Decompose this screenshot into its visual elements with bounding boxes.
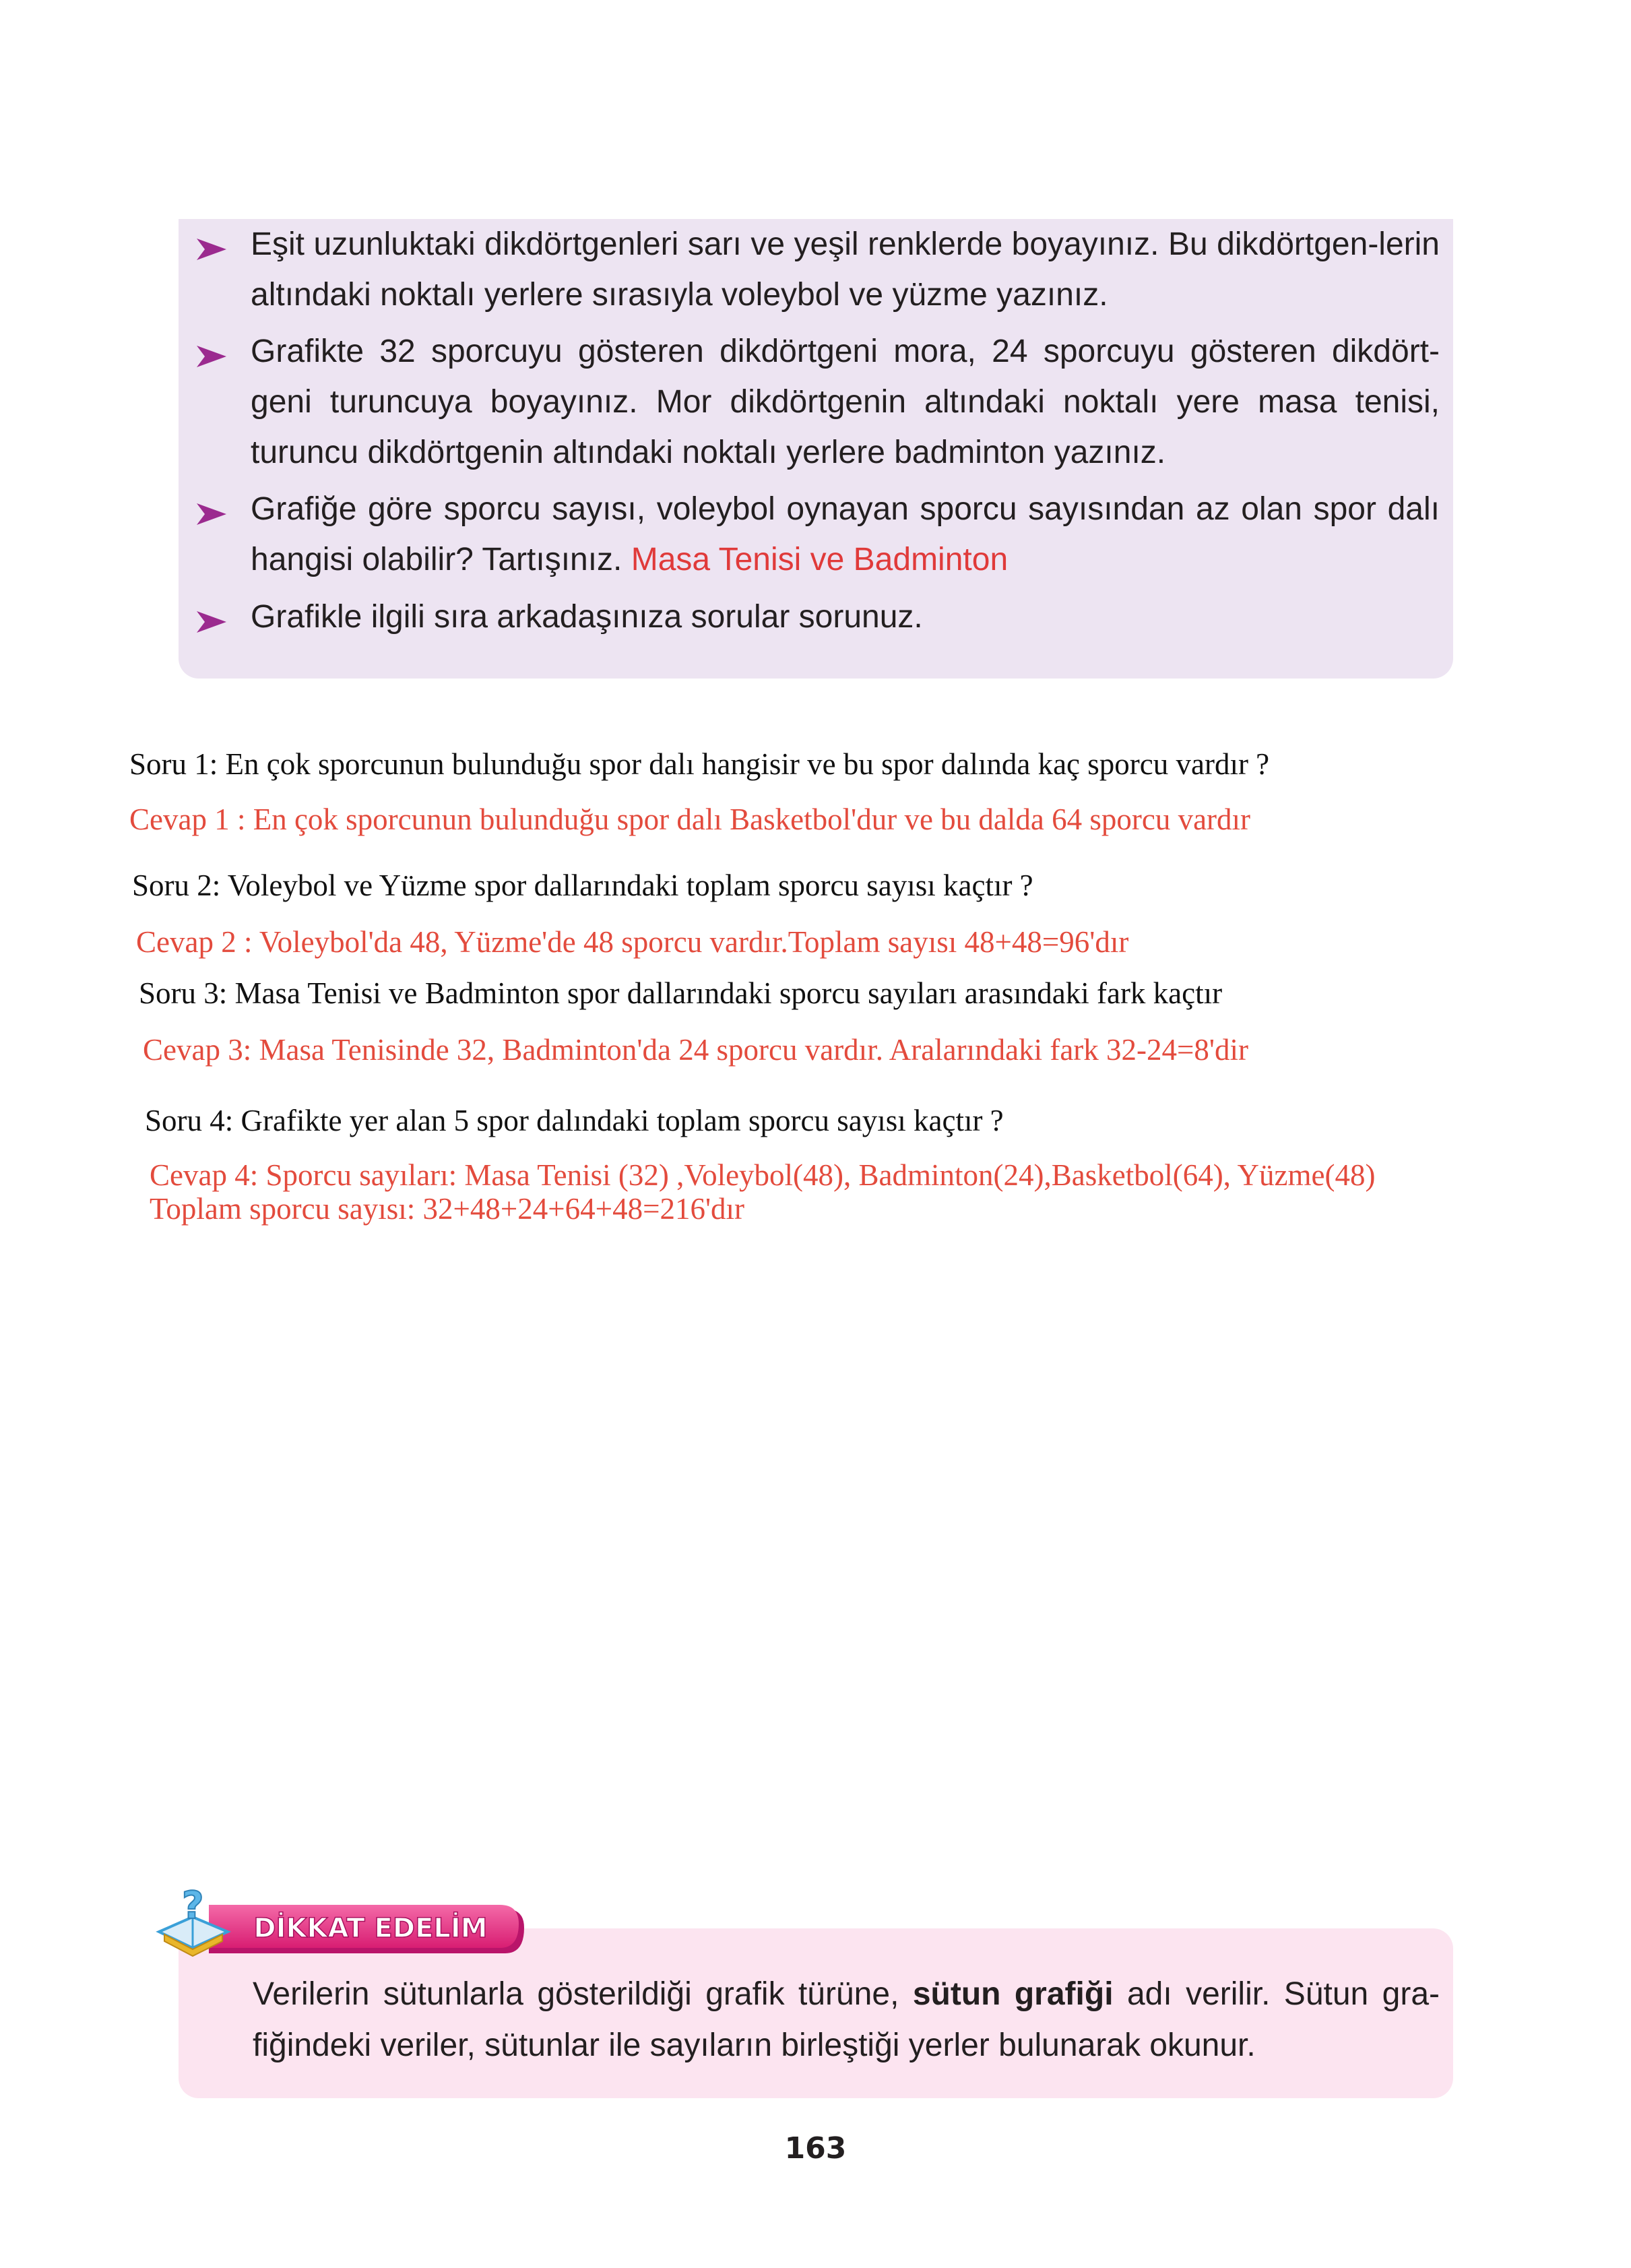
svg-text:?: ? [182,1884,204,1928]
arrow-bullet-icon [195,501,228,528]
note-text-bold: sütun grafiği [912,1976,1114,2012]
note-text-before: Verilerin sütunlarla gösterildiği grafik türüne, [253,1976,899,2012]
instructions-box [179,219,1453,679]
arrow-bullet-icon [195,343,228,370]
note-text [253,1969,1440,2071]
instruction-answer: Masa Tenisi ve Badminton [631,542,1009,577]
note-text-after: adı verilir. Sütun gra-fiğindeki veriler, sütunlar ile sayıların birleştiği yerler bulunarak okunur. [253,1976,1440,2063]
answer-1: Cevap 1 : En çok sporcunun bulunduğu spor dalı Basketbol'dur ve bu dalda 64 sporcu vardır [129,802,1251,836]
answer-4-line-2: Toplam sporcu sayısı: 32+48+24+64+48=216'dır [150,1192,745,1226]
badge-label: DİKKAT EDELİM [253,1913,488,1944]
question-3: Soru 3: Masa Tenisi ve Badminton spor dallarındaki sporcu sayıları arasındaki fark kaçtır [139,976,1223,1010]
question-mark-icon [182,1884,203,1928]
question-2: Soru 2: Voleybol ve Yüzme spor dallarındaki toplam sporcu sayısı kaçtır ? [132,869,1033,902]
page-number: 163 [784,2131,847,2166]
arrow-bullet-icon [195,236,228,263]
instruction-text: Eşit uzunluktaki dikdörtgenleri sarı ve yeşil renklerde boyayınız. Bu dikdörtgen-lerin altındaki noktalı yerlere sırasıyla voleybol ve yüzme yazınız. [251,226,1440,313]
arrow-bullet-icon [195,608,228,635]
instruction-question: Grafiğe göre sporcu sayısı, voleybol oynayan sporcu sayısından az olan spor dalı hangisi olabilir? Tartışınız. [251,491,1440,577]
instruction-text: Grafikte 32 sporcuyu gösteren dikdörtgeni mora, 24 sporcuyu gösteren dikdört-geni turuncuya boyayınız. Mor dikdörtgenin altındaki noktalı yere masa tenisi, turuncu dikdörtgenin altındaki noktalı yerlere badminton yazınız. [251,334,1440,470]
question-4: Soru 4: Grafikte yer alan 5 spor dalındaki toplam sporcu sayısı kaçtır ? [145,1104,1004,1137]
answer-4-line-1: Cevap 4: Sporcu sayıları: Masa Tenisi (32) ,Voleybol(48), Badminton(24),Basketbol(64), Yüzme(48) [150,1158,1376,1192]
instruction-text: Grafikle ilgili sıra arkadaşınıza sorular sorunuz. [251,599,923,635]
instruction-text [251,484,1440,585]
question-1: Soru 1: En çok sporcunun bulunduğu spor dalı hangisir ve bu spor dalında kaç sporcu vardır ? [129,747,1270,781]
answer-3: Cevap 3: Masa Tenisinde 32, Badminton'da 24 sporcu vardır. Aralarındaki fark 32-24=8'dir [143,1033,1249,1067]
answer-2: Cevap 2 : Voleybol'da 48, Yüzme'de 48 sporcu vardır.Toplam sayısı 48+48=96'dır [136,925,1129,959]
dikkat-edelim-badge [155,1883,529,1965]
